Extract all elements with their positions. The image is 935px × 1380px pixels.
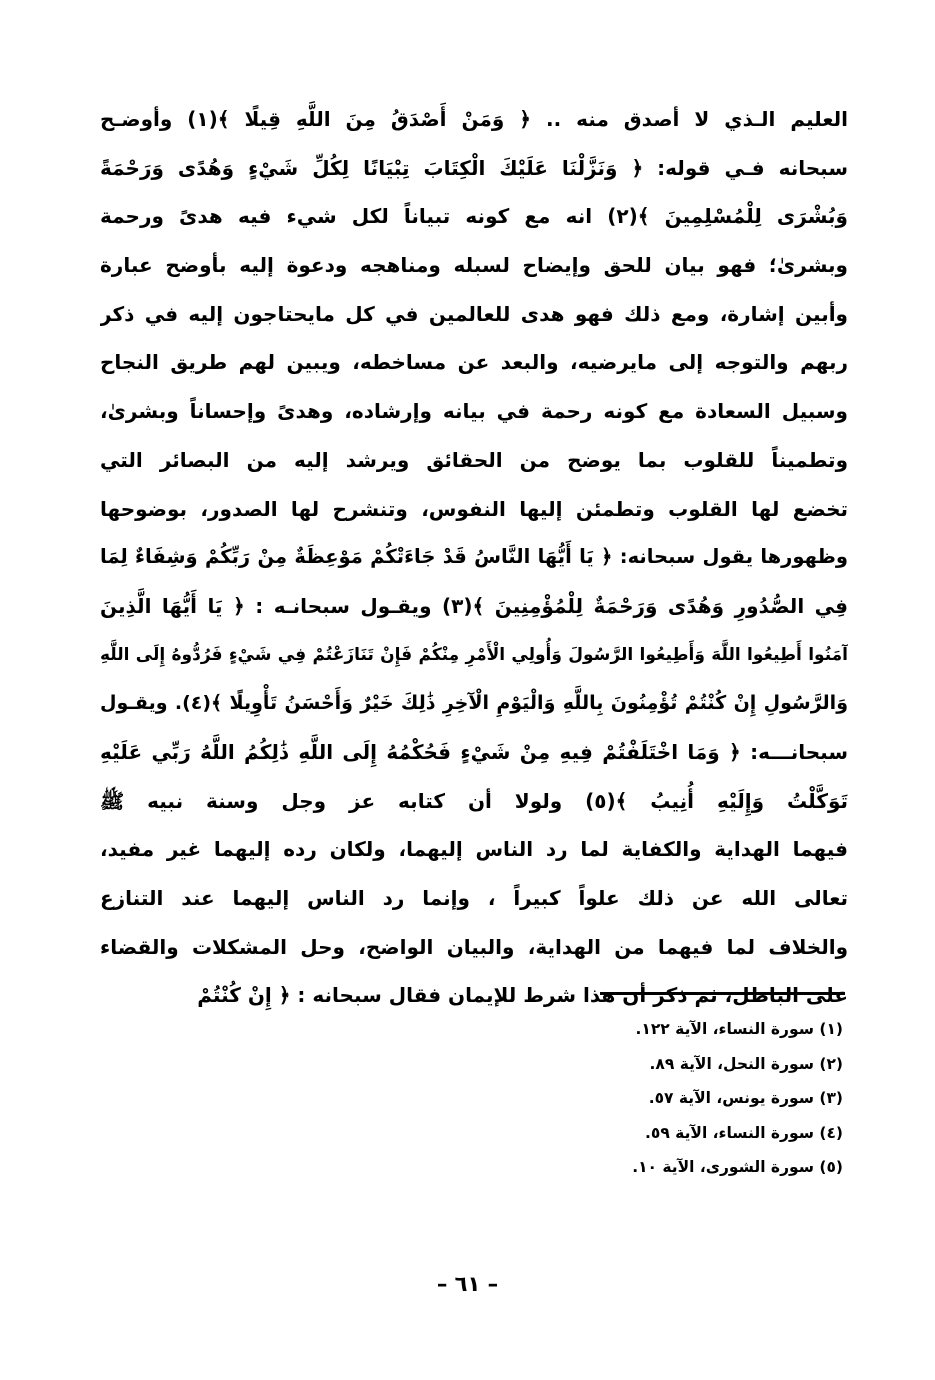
- body-line: وبشرىٰ؛ فهو بيان للحق وإيضاح لسبله ومناهجه ودعوة إليه بأوضح عبارة: [100, 253, 848, 278]
- body-line: والخلاف لما فيهما من الهداية، والبيان الواضح، وحل المشكلات والقضاء: [100, 934, 848, 959]
- body-line: وَبُشْرَى لِلْمُسْلِمِينَ ﴾(٢) انه مع كونه تبياناً لكل شيء فيه هدىً ورحمة: [100, 204, 848, 229]
- body-line: تعالى الله عن ذلك علواً كبيراً ، وإنما رد الناس إليهما عند التنازع: [100, 886, 848, 910]
- footnote: (٢) سورة النحل، الآية ٨٩.: [649, 1054, 843, 1073]
- footnote: (٣) سورة يونس، الآية ٥٧.: [648, 1089, 843, 1107]
- body-line: آمَنُوا أَطِيعُوا اللَّهَ وَأَطِيعُوا الرَّسُولَ وَأُولِي الْأَمْرِ مِنْكُمْ فَإِنْ تَنَازَعْتُمْ فِي شَيْءٍ فَرُدُّوهُ إِلَى اللَّهِ: [100, 644, 848, 665]
- footnotes: [443, 1012, 843, 1185]
- body-line: سبحانـــه: ﴿ وَمَا اخْتَلَفْتُمْ فِيهِ مِنْ شَيْءٍ فَحُكْمُهُ إِلَى اللَّهِ ذَٰلِكُمُ اللَّهُ رَبِّي عَلَيْهِ: [100, 739, 848, 764]
- body-line: وأبين إشارة، ومع ذلك فهو هدى للعالمين في كل مايحتاجون إليه في ذكر: [100, 301, 848, 326]
- body-line: وتطميناً للقلوب بما يوضح من الحقائق ويرشد إليه من البصائر التي: [100, 447, 848, 472]
- footnote: (١) سورة النساء، الآية ١٢٢.: [635, 1020, 843, 1038]
- body-line: سبحانه فـي قوله: ﴿ وَنَزَّلْنَا عَلَيْكَ الْكِتَابَ تِبْيَانًا لِكُلِّ شَيْءٍ وَهُدًى وَرَحْمَةً: [100, 155, 848, 180]
- body-line: فيهما الهداية والكفاية لما رد الناس إليهما، ولكان رده إليهما غير مفيد،: [100, 837, 848, 862]
- body-line: وظهورها يقول سبحانه: ﴿ يَا أَيُّهَا النَّاسُ قَدْ جَاءَتْكُمْ مَوْعِظَةٌ مِنْ رَبِّكُمْ وَشِفَاءٌ لِمَا: [100, 545, 848, 569]
- body-line: ربهم والتوجه إلى مايرضيه، والبعد عن مساخطه، ويبين لهم طريق النجاح: [100, 350, 848, 375]
- body-line: فِي الصُّدُورِ وَهُدًى وَرَحْمَةٌ لِلْمُؤْمِنِينَ ﴾(٣) ويقـول سبحانـه : ﴿ يَا أَيُّهَا الَّذِينَ: [100, 593, 848, 618]
- body-line: على الباطل، ثم ذكر أن هذا شرط للإيمان فقال سبحانه : ﴿ إِنْ كُنْتُمْ: [197, 983, 848, 1008]
- footnote: (٥) سورة الشورى، الآية ١٠.: [632, 1158, 843, 1176]
- footnote: (٤) سورة النساء، الآية ٥٩.: [644, 1123, 843, 1142]
- body-text: [100, 95, 848, 1020]
- body-line: العليم الـذي لا أصدق منه .. ﴿ وَمَنْ أَصْدَقُ مِنَ اللَّهِ قِيلًا ﴾(١) وأوضـح: [100, 107, 848, 131]
- body-line: تخضع لها القلوب وتطمئن إليها النفوس، وتنشرح لها الصدور، بوضوحها: [100, 496, 848, 521]
- body-line: تَوَكَّلْتُ وَإِلَيْهِ أُنِيبُ ﴾(٥) ولولا أن كتابه عز وجل وسنة نبيه ﷺ: [100, 788, 848, 813]
- body-line: وسبيل السعادة مع كونه رحمة في بيانه وإرشاده، وهدىً وإحساناً وبشرىٰ،: [100, 399, 848, 424]
- page-number: – ٦١ –: [436, 1272, 499, 1296]
- footnote-separator: [600, 992, 845, 995]
- body-line: وَالرَّسُولِ إِنْ كُنْتُمْ تُؤْمِنُونَ بِاللَّهِ وَالْيَوْمِ الْآخِرِ ذَٰلِكَ خَيْرٌ وَأَحْسَنُ تَأْوِيلًا ﴾(٤). ويقـول: [100, 692, 848, 715]
